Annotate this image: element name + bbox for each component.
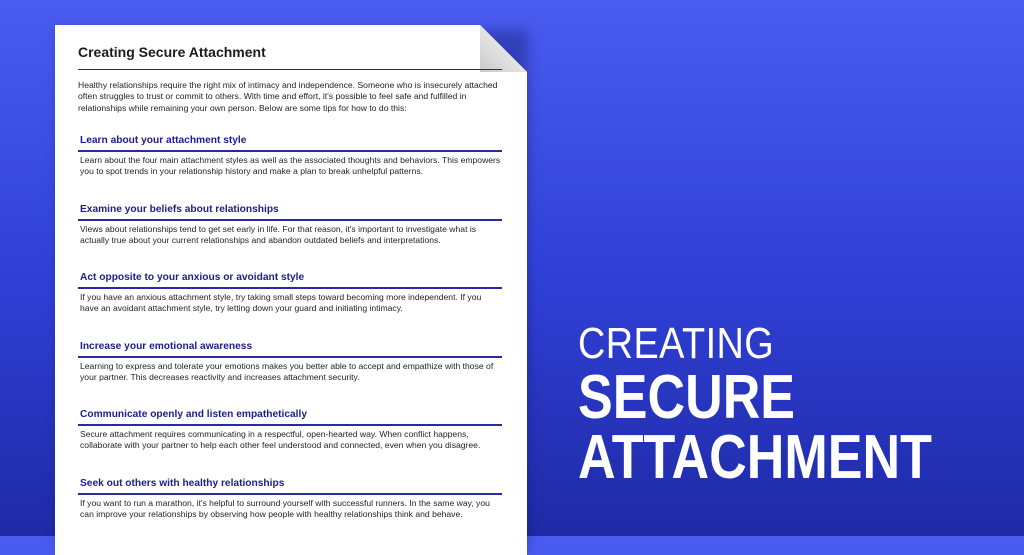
section-body: Learn about the four main attachment styles as well as the associated thoughts and behaviors. This empowers you to spot trends in your relationship history and make a plan to break unhelpful patterns. [80,155,501,177]
section-divider [78,150,502,152]
section-emotional-awareness [78,340,502,384]
section-divider [78,287,502,289]
section-divider [78,356,502,358]
headline-line-1: CREATING [578,319,775,368]
section-divider [78,493,502,495]
section-heading: Seek out others with healthy relationships [80,478,285,489]
worksheet-title: Creating Secure Attachment [78,44,266,60]
section-heading: Examine your beliefs about relationships [80,204,279,215]
section-divider [78,219,502,221]
section-body: If you have an anxious attachment style, try taking small steps toward becoming more independent. If you have an avoidant attachment style, try letting down your guard and initiating intimacy. [80,292,482,314]
section-act-opposite [78,271,502,315]
section-learn-attachment-style [78,134,502,178]
title-divider [78,69,502,70]
section-body: Views about relationships tend to get set early in life. For that reason, it's important to investigate what is actually true about your current relationships and abandon outdated beliefs and interpretations. [80,224,477,246]
section-body: If you want to run a marathon, it's helpful to surround yourself with successful runners. In the same way, you can improve your relationships by observing how people with healthy relationships think and behave. [80,498,490,520]
headline-line-2: SECURE [578,363,796,432]
section-heading: Increase your emotional awareness [80,341,253,352]
section-divider [78,424,502,426]
worksheet-intro: Healthy relationships require the right mix of intimacy and independence. Someone who is insecurely attached often struggles to trust or commit to others. With time and effort, it's possible to feel safe and fulfilled in relationships while remaining your own person. Below are some tips for how to do this: [78,80,498,113]
section-body: Secure attachment requires communicating in a respectful, open-hearted way. When conflict happens, collaborate with your partner to help each other feel understood and connected, even when you disagree. [80,429,481,451]
section-seek-out-others [78,477,502,521]
section-heading: Communicate openly and listen empathetically [80,409,308,420]
headline-line-3: ATTACHMENT [578,423,932,492]
section-communicate-openly [78,408,502,452]
section-body: Learning to express and tolerate your emotions makes you better able to accept and empathize with those of your partner. This decreases reactivity and increases attachment security. [80,361,494,383]
section-heading: Act opposite to your anxious or avoidant style [80,272,305,283]
section-examine-beliefs [78,203,502,247]
section-heading: Learn about your attachment style [80,135,247,146]
hero-headline [578,319,999,492]
